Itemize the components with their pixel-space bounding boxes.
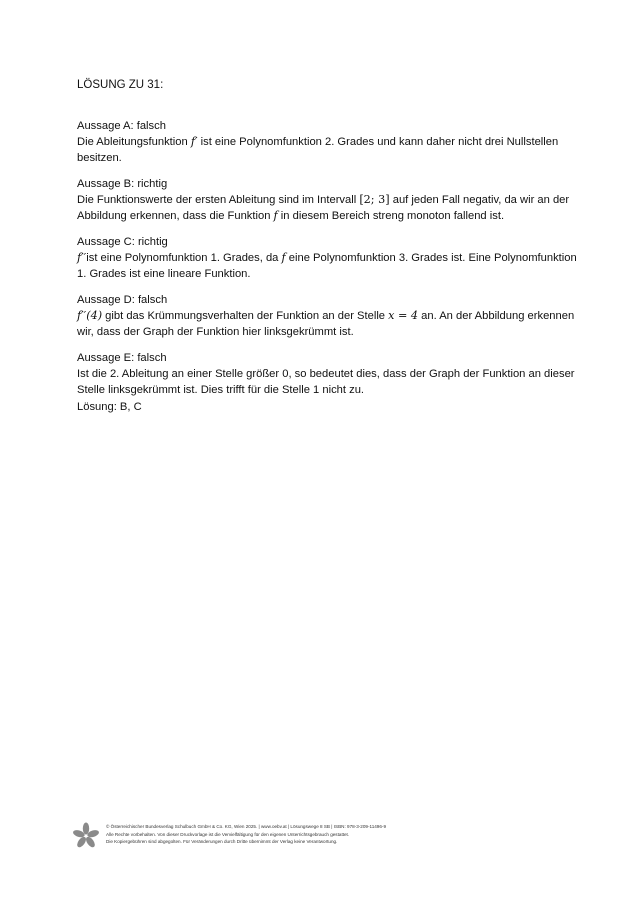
math-expression: f′′ bbox=[77, 251, 87, 264]
footer-copyright: © Österreichischer Bundesverlag Schulbuch GmbH & Co. KG, Wien 2025. | www.oebv.at | Lösungswege 8 SB | ISBN: 978-3-209-11496-9 Alle Rechte vorbehalten. Von dieser Druckvorlage ist die Vervielfältigung für den eigenen Unterrichtsgebrauch gestattet. Die Kopiergebühren sind abgegolten. Für Veränderungen durch Dritte übernimmt der Verlag keine Verantwortung. bbox=[106, 824, 387, 845]
statement-a bbox=[77, 118, 577, 166]
math-expression: [2; 3] bbox=[359, 193, 390, 206]
statement-b bbox=[77, 176, 577, 224]
math-expression: f′′(4) bbox=[77, 309, 103, 322]
publisher-logo-icon bbox=[72, 822, 100, 850]
statement-d bbox=[77, 292, 577, 340]
math-expression: f′ bbox=[190, 135, 198, 148]
statement-heading: Aussage E: falsch bbox=[77, 352, 167, 364]
statement-e bbox=[77, 350, 577, 398]
solution-line: Lösung: B, C bbox=[77, 401, 142, 413]
statement-text: f′′ist eine Polynomfunktion 1. Grades, da f eine Polynomfunktion 3. Grades ist. Eine Polynomfunktion 1. Grades ist eine lineare Funktion. bbox=[77, 251, 577, 280]
statement-heading: Aussage D: falsch bbox=[77, 294, 168, 306]
page-title: LÖSUNG ZU 31: bbox=[77, 79, 164, 91]
statement-text: Die Funktionswerte der ersten Ableitung sind im Intervall [2; 3] auf jeden Fall negativ, da wir an der Abbildung erkennen, dass die Funktion f in diesem Bereich streng monoton fallend ist. bbox=[77, 193, 570, 222]
statement-heading: Aussage C: richtig bbox=[77, 236, 168, 248]
statement-heading: Aussage A: falsch bbox=[77, 120, 166, 132]
statement-text: Ist die 2. Ableitung an einer Stelle größer 0, so bedeutet dies, dass der Graph der Funktion an dieser Stelle linksgekrümmt ist. Dies trifft für die Stelle 1 nicht zu. bbox=[77, 368, 575, 396]
math-expression: x = 4 bbox=[388, 309, 419, 322]
statement-heading: Aussage B: richtig bbox=[77, 178, 168, 190]
statement-text: Die Ableitungsfunktion f′ ist eine Polynomfunktion 2. Grades und kann daher nicht drei Nullstellen besitzen. bbox=[77, 135, 559, 164]
statement-c bbox=[77, 234, 577, 282]
answer-content bbox=[77, 118, 577, 408]
statement-text: f′′(4) gibt das Krümmungsverhalten der Funktion an der Stelle x = 4 an. An der Abbildung erkennen wir, dass der Graph der Funktion hier linksgekrümmt ist. bbox=[77, 309, 575, 338]
math-expression: f bbox=[273, 209, 278, 222]
math-expression: f bbox=[281, 251, 286, 264]
